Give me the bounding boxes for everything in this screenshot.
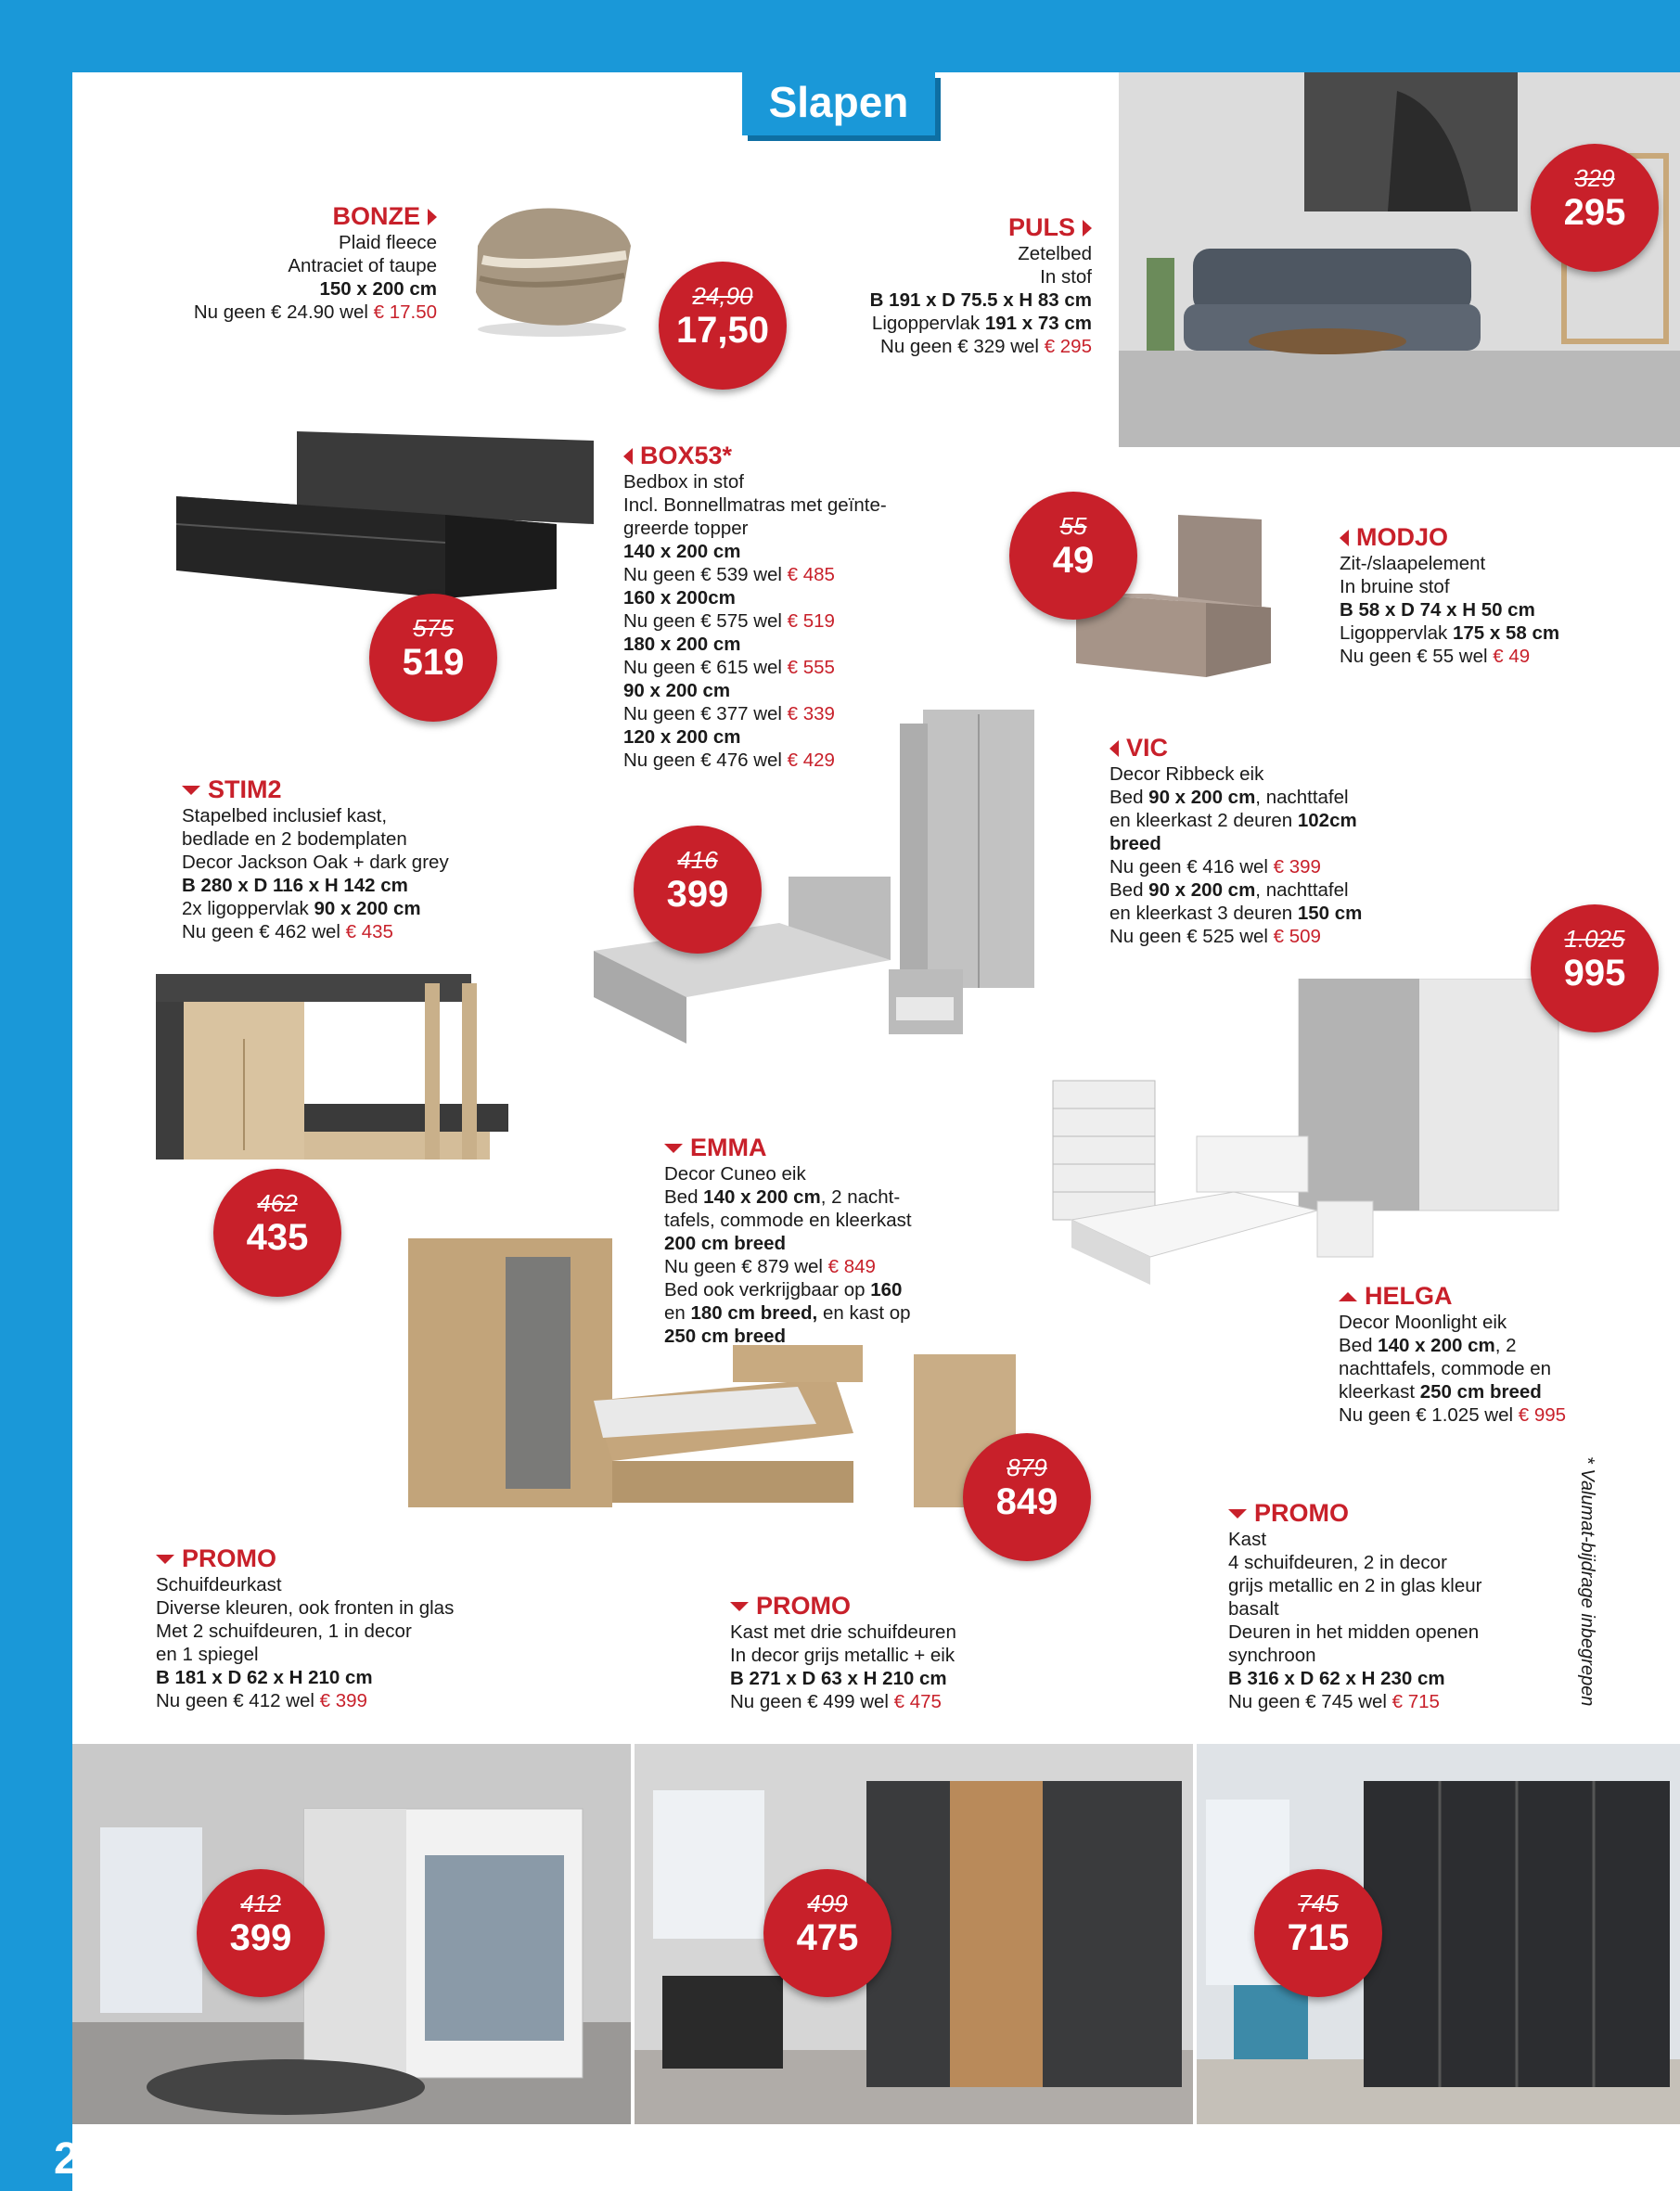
price-line: Nu geen € 575 wel € 519 xyxy=(623,610,835,632)
description-line: Bed 90 x 200 cm, nachttafel xyxy=(1109,879,1349,901)
arrow-down-icon xyxy=(182,786,200,795)
dimensions: B 191 x D 75.5 x H 83 cm xyxy=(869,289,1092,311)
product-promo-2 xyxy=(730,1592,956,1713)
product-vic xyxy=(1109,734,1362,948)
size-label: 90 x 200 cm xyxy=(623,680,731,701)
description-line: Incl. Bonnellmatras met geïnte- xyxy=(623,494,887,516)
arrow-left-icon xyxy=(1340,530,1349,546)
price-badge-promo2: 499 475 xyxy=(763,1869,891,1997)
price-line: Nu geen € 615 wel € 555 xyxy=(623,657,835,678)
description-line: Plaid fleece xyxy=(339,232,437,253)
dimensions: B 271 x D 63 x H 210 cm xyxy=(730,1668,947,1689)
product-name: HELGA xyxy=(1339,1282,1566,1311)
description-line: Decor Jackson Oak + dark grey xyxy=(182,852,449,873)
description-line: Bed 140 x 200 cm, 2 nacht- xyxy=(664,1186,901,1208)
dimensions: B 280 x D 116 x H 142 cm xyxy=(182,875,408,896)
product-box53 xyxy=(623,442,887,772)
price-line: Nu geen € 539 wel € 485 xyxy=(623,564,835,585)
description-line: grijs metallic en 2 in glas kleur xyxy=(1228,1575,1482,1596)
product-stim2 xyxy=(182,775,449,943)
stim2-bunkbed-image xyxy=(156,965,536,1169)
surface-line: 2x ligoppervlak 90 x 200 cm xyxy=(182,898,421,919)
arrow-left-icon xyxy=(1109,740,1119,757)
description-line: basalt xyxy=(1228,1598,1279,1620)
description-line: en 180 cm breed, en kast op xyxy=(664,1302,911,1324)
price-line: Nu geen € 24.90 wel € 17.50 xyxy=(193,301,437,323)
dimensions: B 316 x D 62 x H 230 cm xyxy=(1228,1668,1445,1689)
product-name: BONZE xyxy=(194,202,437,231)
dimensions: 150 x 200 cm xyxy=(319,278,437,300)
price-line: Nu geen € 416 wel € 399 xyxy=(1109,856,1321,878)
description-line: Schuifdeurkast xyxy=(156,1574,282,1595)
dimensions: B 181 x D 62 x H 210 cm xyxy=(156,1667,373,1688)
promo-wardrobe-2-photo xyxy=(635,1744,1193,2124)
description-line: Decor Moonlight eik xyxy=(1339,1312,1507,1333)
product-promo-1 xyxy=(156,1544,454,1712)
product-helga xyxy=(1339,1282,1566,1427)
product-name: PROMO xyxy=(730,1592,956,1621)
arrow-right-icon xyxy=(1083,220,1092,237)
price-line: Nu geen € 745 wel € 715 xyxy=(1228,1691,1440,1712)
size-label: 120 x 200 cm xyxy=(623,726,741,748)
price-badge-promo1: 412 399 xyxy=(197,1869,325,1997)
price-badge-box53: 575 519 xyxy=(369,594,497,722)
product-name: EMMA xyxy=(664,1134,912,1162)
price-line: Nu geen € 462 wel € 435 xyxy=(182,921,393,942)
description-line: 200 cm breed xyxy=(664,1233,787,1254)
description-line: Bed ook verkrijgbaar op 160 xyxy=(664,1279,903,1301)
price-badge-bonze: 24,90 17,50 xyxy=(659,262,787,390)
product-puls xyxy=(870,213,1092,358)
description-line: In decor grijs metallic + eik xyxy=(730,1645,955,1666)
description-line: Deuren in het midden openen xyxy=(1228,1621,1480,1643)
product-name: PULS xyxy=(870,213,1092,242)
price-line: Nu geen € 412 wel € 399 xyxy=(156,1690,367,1711)
description-line: en kleerkast 3 deuren 150 cm xyxy=(1109,903,1363,924)
price-line: Nu geen € 879 wel € 849 xyxy=(664,1256,876,1277)
description-line: synchroon xyxy=(1228,1645,1316,1666)
arrow-left-icon xyxy=(623,448,633,465)
arrow-down-icon xyxy=(156,1555,174,1564)
arrow-down-icon xyxy=(1228,1509,1247,1518)
product-name: MODJO xyxy=(1340,523,1559,552)
page-number: 2 xyxy=(54,2134,79,2184)
price-badge-emma: 879 849 xyxy=(963,1433,1091,1561)
description-line: Bed 90 x 200 cm, nachttafel xyxy=(1109,787,1349,808)
promo-wardrobe-1-photo xyxy=(72,1744,631,2124)
description-line: kleerkast 250 cm breed xyxy=(1339,1381,1542,1403)
price-line: Nu geen € 55 wel € 49 xyxy=(1340,646,1531,667)
arrow-down-icon xyxy=(664,1144,683,1153)
description-line: breed xyxy=(1109,833,1161,854)
product-modjo xyxy=(1340,523,1559,668)
helga-bedroom-image xyxy=(1048,979,1568,1294)
price-line: Nu geen € 525 wel € 509 xyxy=(1109,926,1321,947)
description-line: In bruine stof xyxy=(1340,576,1450,597)
product-emma xyxy=(664,1134,912,1348)
price-badge-promo3: 745 715 xyxy=(1254,1869,1382,1997)
arrow-down-icon xyxy=(730,1602,749,1611)
description-line: 250 cm breed xyxy=(664,1326,787,1347)
price-line: Nu geen € 476 wel € 429 xyxy=(623,750,835,771)
description-line: Bedbox in stof xyxy=(623,471,744,493)
description-line: bedlade en 2 bodemplaten xyxy=(182,828,407,850)
size-label: 160 x 200cm xyxy=(623,587,736,609)
description-line: en kleerkast 2 deuren 102cm xyxy=(1109,810,1357,831)
description-line: 4 schuifdeuren, 2 in decor xyxy=(1228,1552,1447,1573)
description-line: tafels, commode en kleerkast xyxy=(664,1210,912,1231)
product-name: PROMO xyxy=(156,1544,454,1573)
product-promo-3 xyxy=(1228,1499,1481,1713)
description-line: Zit-/slaapelement xyxy=(1340,553,1486,574)
description-line: In stof xyxy=(1040,266,1092,288)
description-line: Stapelbed inclusief kast, xyxy=(182,805,388,826)
price-line: Nu geen € 329 wel € 295 xyxy=(880,336,1092,357)
description-line: Decor Ribbeck eik xyxy=(1109,763,1264,785)
price-badge-puls: 329 295 xyxy=(1531,144,1659,272)
price-badge-helga: 1.025 995 xyxy=(1531,904,1659,1032)
description-line: nachttafels, commode en xyxy=(1339,1358,1552,1379)
size-label: 140 x 200 cm xyxy=(623,541,741,562)
price-badge-stim2: 462 435 xyxy=(213,1169,341,1297)
section-title: Slapen xyxy=(742,72,935,135)
description-line: Diverse kleuren, ook fronten in glas xyxy=(156,1597,455,1619)
arrow-up-icon xyxy=(1339,1292,1357,1301)
plaid-fleece-image xyxy=(459,190,645,339)
price-line: Nu geen € 1.025 wel € 995 xyxy=(1339,1404,1567,1426)
price-badge-modjo: 55 49 xyxy=(1009,492,1137,620)
description-line: Kast met drie schuifdeuren xyxy=(730,1621,956,1643)
arrow-right-icon xyxy=(428,209,437,225)
description-line: Zetelbed xyxy=(1018,243,1092,264)
surface-line: Ligoppervlak 175 x 58 cm xyxy=(1340,622,1560,644)
description-line: Decor Cuneo eik xyxy=(664,1163,806,1185)
product-name: STIM2 xyxy=(182,775,449,804)
product-name: VIC xyxy=(1109,734,1362,762)
product-name: PROMO xyxy=(1228,1499,1481,1528)
product-name: BOX53* xyxy=(623,442,887,470)
description-line: Met 2 schuifdeuren, 1 in decor xyxy=(156,1621,412,1642)
size-label: 180 x 200 cm xyxy=(623,634,741,655)
description-line: Kast xyxy=(1228,1529,1267,1550)
product-bonze xyxy=(194,202,437,324)
description-line: Antraciet of taupe xyxy=(288,255,437,276)
description-line: Bed 140 x 200 cm, 2 xyxy=(1339,1335,1517,1356)
footnote: * Valumat-bijdrage inbegrepen xyxy=(1577,1456,1597,1707)
dimensions: B 58 x D 74 x H 50 cm xyxy=(1340,599,1535,621)
description-line: greerde topper xyxy=(623,518,749,539)
description-line: en 1 spiegel xyxy=(156,1644,259,1665)
price-line: Nu geen € 377 wel € 339 xyxy=(623,703,835,724)
box53-bed-image xyxy=(167,422,603,626)
price-badge-vic: 416 399 xyxy=(634,826,762,954)
surface-line: Ligoppervlak 191 x 73 cm xyxy=(871,313,1092,334)
price-line: Nu geen € 499 wel € 475 xyxy=(730,1691,942,1712)
